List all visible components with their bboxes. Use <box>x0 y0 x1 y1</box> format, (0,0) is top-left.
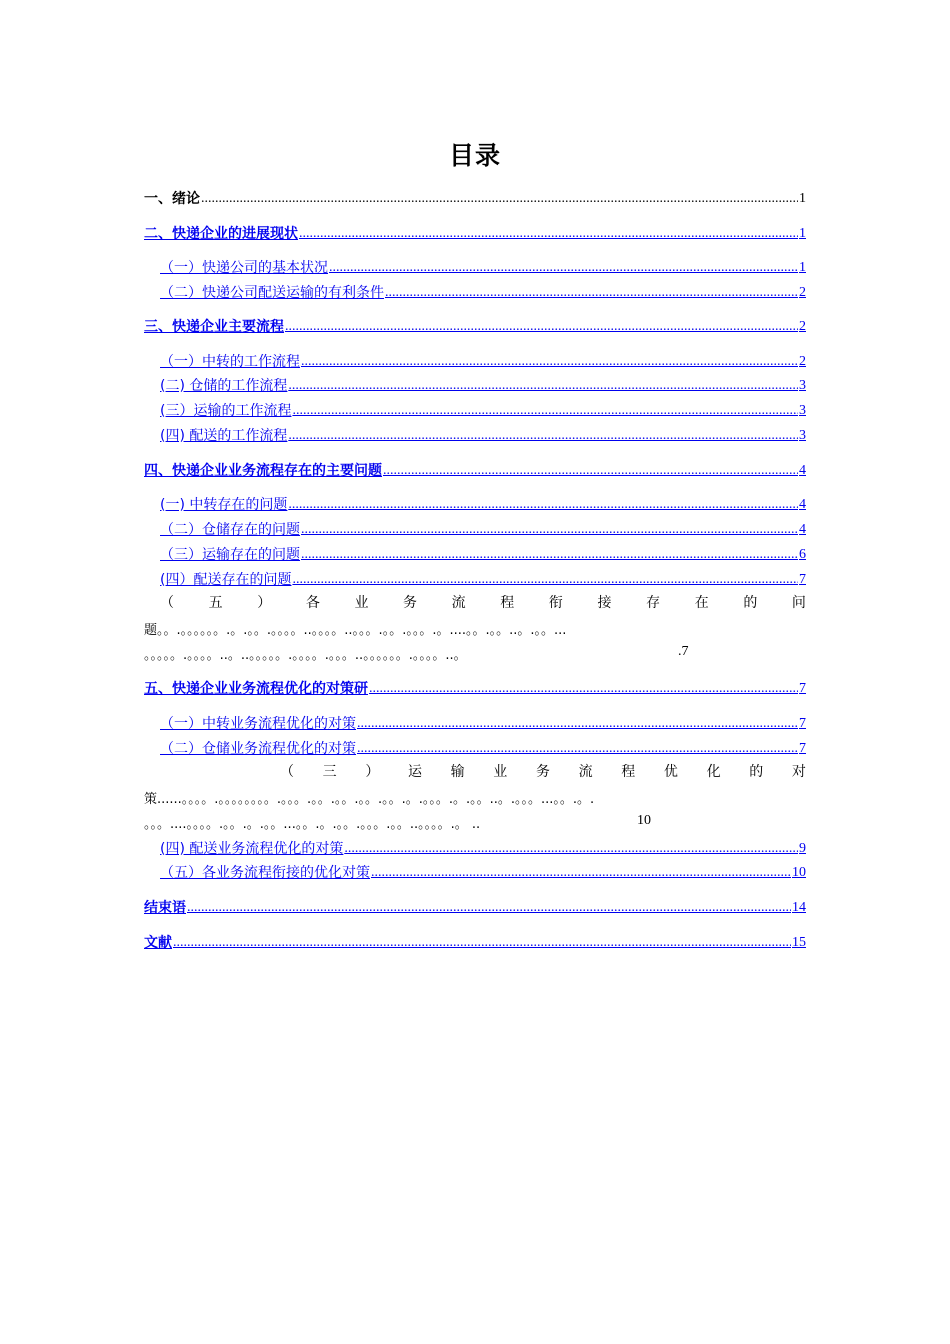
toc-char: 务 <box>535 764 550 780</box>
dot-leader <box>173 934 791 952</box>
toc-char: 接 <box>597 595 612 611</box>
toc-char: 优 <box>663 764 678 780</box>
toc-label: 文献 <box>144 935 172 951</box>
toc-char: （ <box>280 764 294 780</box>
toc-label: （三）运输存在的问题 <box>160 547 300 563</box>
toc-page: 7 <box>799 572 806 587</box>
dot-leader <box>201 190 798 208</box>
toc-page: 10 <box>792 865 806 880</box>
page-title: 目录 <box>448 141 501 170</box>
toc-entry[interactable] <box>144 895 806 917</box>
toc-page: 15 <box>792 935 806 950</box>
toc-char: 各 <box>305 595 320 611</box>
toc-page: 9 <box>799 841 806 856</box>
toc-char: （ <box>160 595 174 611</box>
toc-label: 一、绪论 <box>144 191 200 207</box>
toc-label: （一）快递公司的基本状况 <box>160 260 328 276</box>
toc-page: 1 <box>799 191 806 206</box>
toc-char: 流 <box>451 595 466 611</box>
toc-char: ） <box>257 595 272 611</box>
toc-wrapped-line: 策......。。。。.。。。。。。。。.。。。.。。.。。.。。.。。.。.。。。.。.。。..。.。。。...。。.。. <box>144 792 595 807</box>
toc-page: 7 <box>799 716 806 731</box>
toc-char: 三 <box>322 764 337 780</box>
toc-label: 四、快递企业业务流程存在的主要问题 <box>144 463 382 479</box>
toc-label: 三、快递企业主要流程 <box>144 319 284 335</box>
toc-page: 2 <box>799 285 806 300</box>
toc-page: 10 <box>637 813 651 828</box>
toc-label: （五）各业务流程衔接的优化对策 <box>160 865 370 881</box>
toc-char: 问 <box>791 595 806 611</box>
toc-char: 的 <box>749 764 764 780</box>
dot-leader <box>292 571 798 589</box>
toc-page: 3 <box>799 378 806 393</box>
dot-leader <box>285 318 798 336</box>
toc-entry[interactable] <box>160 517 806 539</box>
toc-entry[interactable] <box>144 186 806 208</box>
dot-leader <box>383 462 798 480</box>
toc-char: 务 <box>403 595 418 611</box>
toc-char: 对 <box>791 764 806 780</box>
dot-leader <box>292 402 798 420</box>
toc-char: 业 <box>354 595 369 611</box>
dot-leader <box>288 427 798 445</box>
toc-char: 在 <box>694 595 709 611</box>
toc-char: 存 <box>646 595 661 611</box>
toc-char: 的 <box>743 595 758 611</box>
toc-label: (四) 配送的工作流程 <box>160 428 288 444</box>
dot-leader <box>357 740 798 758</box>
toc-char: 运 <box>407 764 422 780</box>
toc-entry[interactable] <box>160 736 806 758</box>
toc-page: 3 <box>799 428 806 443</box>
toc-char: 化 <box>706 764 721 780</box>
toc-entry[interactable] <box>160 836 806 858</box>
toc-entry[interactable] <box>144 676 806 698</box>
toc-entry[interactable] <box>144 314 806 336</box>
dot-leader <box>301 353 798 371</box>
toc-page: .7 <box>678 644 689 659</box>
toc-label: (二) 仓储的工作流程 <box>160 378 288 394</box>
toc-page: 3 <box>799 403 806 418</box>
toc-char: 程 <box>500 595 515 611</box>
toc-entry[interactable] <box>160 860 806 882</box>
toc-entry[interactable] <box>144 930 806 952</box>
toc-page: 1 <box>799 260 806 275</box>
toc-entry[interactable] <box>160 349 806 371</box>
toc-wrapped-line: 。。。....。。。。.。。.。.。。...。。.。.。。.。。。.。。..。。。。.。 .. <box>144 817 481 832</box>
toc-label: （二）仓储存在的问题 <box>160 522 300 538</box>
toc-label: 二、快递企业的进展现状 <box>144 226 298 242</box>
toc-page: 6 <box>799 547 806 562</box>
toc-label: (一) 中转存在的问题 <box>160 497 288 513</box>
toc-char: 衔 <box>548 595 563 611</box>
toc-wrapped-entry-five[interactable] <box>160 594 806 612</box>
toc-char: 输 <box>450 764 465 780</box>
toc-entry[interactable] <box>160 280 806 302</box>
dot-leader <box>301 521 798 539</box>
toc-wrapped-entry-three[interactable] <box>280 763 806 781</box>
toc-label: (四) 配送业务流程优化的对策 <box>160 841 344 857</box>
toc-page: 4 <box>799 463 806 478</box>
toc-entry[interactable] <box>160 255 806 277</box>
dot-leader <box>288 377 798 395</box>
toc-char: 程 <box>621 764 636 780</box>
toc-label: (四）配送存在的问题 <box>160 572 292 588</box>
toc-label: （二）快递公司配送运输的有利条件 <box>160 285 384 301</box>
dot-leader <box>369 680 798 698</box>
toc-entry[interactable] <box>160 398 806 420</box>
toc-entry[interactable] <box>160 711 806 733</box>
dot-leader <box>344 840 798 858</box>
toc-wrapped-line: 题。。.。。。。。。.。.。。.。。。。..。。。。..。。。.。。.。。。.。....。。.。。..。.。。... <box>144 623 567 638</box>
dot-leader <box>385 284 798 302</box>
toc-entry[interactable] <box>144 221 806 243</box>
toc-entry[interactable] <box>160 567 806 589</box>
dot-leader <box>371 864 791 882</box>
toc-entry[interactable] <box>144 458 806 480</box>
dot-leader <box>299 225 798 243</box>
toc-page: 4 <box>799 497 806 512</box>
toc-label: （一）中转的工作流程 <box>160 354 300 370</box>
toc-page: 2 <box>799 319 806 334</box>
toc-label: （一）中转业务流程优化的对策 <box>160 716 356 732</box>
toc-char: 流 <box>578 764 593 780</box>
toc-char: 业 <box>493 764 508 780</box>
toc-char: 五 <box>208 595 223 611</box>
toc-label: （二）仓储业务流程优化的对策 <box>160 741 356 757</box>
toc-page: 4 <box>799 522 806 537</box>
toc-label: 结束语 <box>144 900 186 916</box>
toc-wrapped-line: 。。。。。.。。。。..。..。。。。。.。。。。.。。。..。。。。。。.。。。。..。 <box>144 648 467 663</box>
toc-page: 2 <box>799 354 806 369</box>
toc-page: 14 <box>792 900 806 915</box>
toc-entry[interactable] <box>160 423 806 445</box>
toc-label: 五、快递企业业务流程优化的对策研 <box>144 681 368 697</box>
dot-leader <box>288 496 798 514</box>
toc-page: 1 <box>799 226 806 241</box>
toc-label: (三）运输的工作流程 <box>160 403 292 419</box>
toc-page: 7 <box>799 681 806 696</box>
toc-page: 7 <box>799 741 806 756</box>
toc-entry[interactable] <box>160 492 806 514</box>
dot-leader <box>301 546 798 564</box>
toc-entry[interactable] <box>160 542 806 564</box>
dot-leader <box>357 715 798 733</box>
dot-leader <box>329 259 798 277</box>
toc-char: ） <box>365 764 380 780</box>
toc-entry[interactable] <box>160 373 806 395</box>
dot-leader <box>187 899 791 917</box>
